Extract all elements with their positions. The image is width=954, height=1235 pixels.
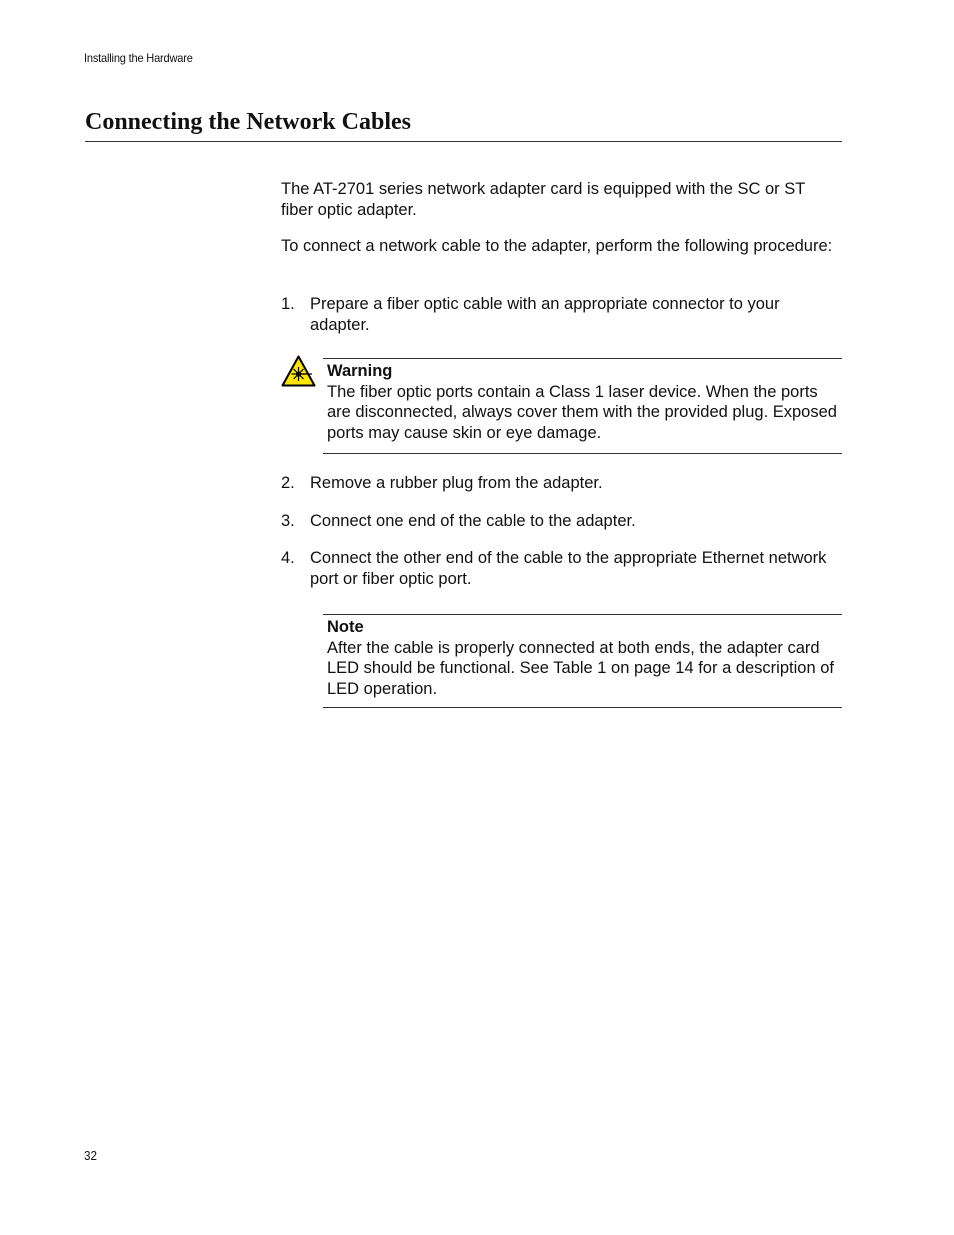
- step-1: [281, 294, 841, 335]
- step-2: [281, 473, 841, 494]
- step-text: Connect the other end of the cable to the appropriate Ethernet network port or fiber optic port.: [310, 549, 827, 588]
- step-text: Remove a rubber plug from the adapter.: [310, 474, 603, 492]
- warning-label: Warning: [327, 362, 393, 380]
- laser-warning-icon: [281, 355, 316, 387]
- step-text: Connect one end of the cable to the adapter.: [310, 512, 636, 530]
- step-number: 3.: [281, 512, 295, 530]
- step-number: 2.: [281, 474, 295, 492]
- step-text: Prepare a fiber optic cable with an appropriate connector to your adapter.: [310, 295, 780, 334]
- intro-paragraph: The AT-2701 series network adapter card is equipped with the SC or ST fiber optic adapter.: [281, 180, 806, 219]
- step-number: 4.: [281, 549, 295, 567]
- warning-box: [323, 358, 842, 454]
- step-3: [281, 511, 841, 532]
- running-header: Installing the Hardware: [84, 51, 193, 65]
- step-4: [281, 548, 841, 589]
- note-text: After the cable is properly connected at both ends, the adapter card LED should be functional. See Table 1 on page 14 for a description of LED operation.: [327, 638, 834, 698]
- procedure-intro-paragraph: To connect a network cable to the adapter, perform the following procedure:: [281, 237, 833, 255]
- step-number: 1.: [281, 295, 295, 313]
- page-number: 32: [84, 1148, 98, 1163]
- note-box: [323, 614, 842, 708]
- warning-text: The fiber optic ports contain a Class 1 laser device. When the ports are disconnected, always cover them with the provided plug. Exposed ports may cause skin or eye damage.: [327, 382, 837, 442]
- note-label: Note: [327, 618, 364, 636]
- section-title: Connecting the Network Cables: [85, 106, 842, 142]
